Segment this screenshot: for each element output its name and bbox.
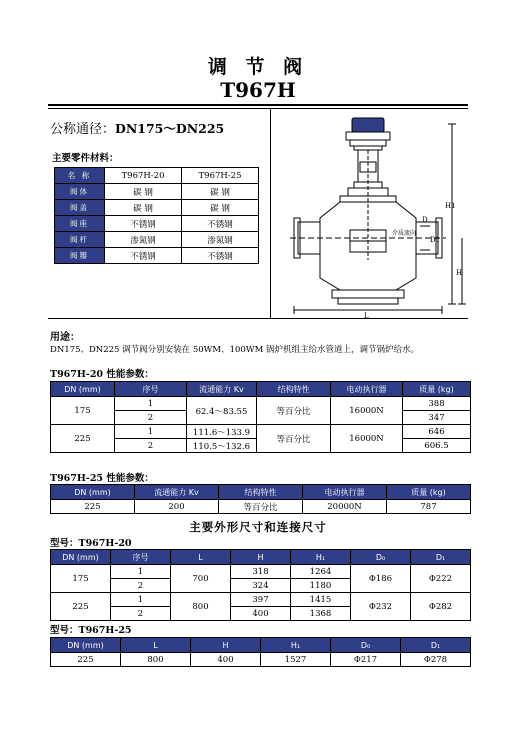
dim25-title: 型号：T967H-25 [50,625,132,636]
table-cell: Φ217 [331,653,401,667]
height1-cell: 1415 [291,593,351,607]
table-row [51,425,471,439]
vertical-divider [270,108,271,318]
valve-drawing [280,110,468,318]
materials-table [54,167,259,264]
table-row [55,184,259,200]
usage-title: 用途： [50,332,80,343]
table-header-row [51,382,471,397]
nominal-diameter-label: 公称通径： [50,122,116,137]
dim20-table [50,549,471,621]
column-header: 质量 (kg) [403,382,471,397]
column-header: H [191,638,261,653]
top-rule [48,104,468,106]
top-rule-thin [48,108,468,109]
column-header: L [171,550,231,565]
table-row [51,593,471,607]
mass-cell: 646 [403,425,471,439]
mass-cell: 388 [403,397,471,411]
material-value: 不锈钢 [105,216,182,232]
dim-d: D [422,216,428,224]
table-header-row [51,638,471,653]
mass-cell: 606.5 [403,439,471,453]
perf20-table [50,381,471,453]
column-header: H₁ [291,550,351,565]
column-header: D₁ [401,638,471,653]
table-cell: 400 [191,653,261,667]
materials-title: 主要零件材料： [52,153,119,164]
dimensions-title: 主要外形尺寸和连接尺寸 [189,520,327,534]
nominal-diameter [50,118,224,137]
column-header: 结构特性 [219,485,303,500]
column-header: DN (mm) [51,638,121,653]
column-header: D₀ [351,550,411,565]
dn-cell: 225 [51,425,115,453]
column-header: 名 称 [55,168,105,184]
material-value: 不锈钢 [105,248,182,264]
d0-cell: Φ186 [351,565,411,593]
dim25-table [50,637,471,667]
table-cell: 1527 [261,653,331,667]
dn-cell: 225 [51,593,111,621]
usage-text: DN175、DN225 调节阀分别安装在 50WM、100WM 锅炉机组主给水管道上，调节锅炉给水。 [50,345,419,355]
dim-d1: D1 [430,236,441,244]
column-header: 流通能力 Kv [187,382,257,397]
material-value: 碳 钢 [182,184,259,200]
column-header: 序号 [115,382,187,397]
dn-cell: 175 [51,565,111,593]
material-value: 碳 钢 [182,200,259,216]
column-header: 流通能力 Kv [135,485,219,500]
table-cell: 225 [51,653,121,667]
index-cell: 2 [111,607,171,621]
column-header: DN (mm) [51,550,111,565]
characteristic-cell: 等百分比 [257,397,331,425]
index-cell: 1 [111,565,171,579]
part-name: 阀杆 [55,232,105,248]
column-header: DN (mm) [51,485,135,500]
part-name: 阀座 [55,216,105,232]
table-cell: 225 [51,500,135,514]
dn-cell: 175 [51,397,115,425]
d1-cell: Φ282 [411,593,471,621]
flow-cell: 62.4～83.55 [187,397,257,425]
index-cell: 1 [115,425,187,439]
column-header: 结构特性 [257,382,331,397]
column-header: DN (mm) [51,382,115,397]
section-rule [48,318,468,319]
perf20-title: T967H-20 性能参数： [50,369,154,380]
height-cell: 400 [231,607,291,621]
part-name: 阀瓣 [55,248,105,264]
dim-l: L [364,312,369,318]
height-cell: 324 [231,579,291,593]
table-row [51,565,471,579]
column-header: H [231,550,291,565]
material-value: 不锈钢 [182,248,259,264]
column-header: D₀ [331,638,401,653]
table-cell: 等百分比 [219,500,303,514]
flow-direction-label: 介质流向 [392,230,417,237]
d0-cell: Φ232 [351,593,411,621]
dim-h: H [456,269,463,277]
table-cell: 20000N [303,500,387,514]
height1-cell: 1368 [291,607,351,621]
table-row [55,216,259,232]
material-value: 碳 钢 [105,184,182,200]
dim20-title: 型号：T967H-20 [50,538,132,549]
material-value: 不锈钢 [182,216,259,232]
table-row [55,232,259,248]
column-header: T967H-25 [182,168,259,184]
height1-cell: 1264 [291,565,351,579]
table-cell: Φ278 [401,653,471,667]
table-cell: 787 [387,500,471,514]
actuator-cell: 16000N [331,425,403,453]
dim-h1: H1 [445,202,456,210]
material-value: 渗氮钢 [105,232,182,248]
material-value: 渗氮钢 [182,232,259,248]
column-header: D₁ [411,550,471,565]
column-header: L [121,638,191,653]
part-name: 阀体 [55,184,105,200]
table-row [55,248,259,264]
table-cell: 800 [121,653,191,667]
length-cell: 800 [171,593,231,621]
actuator-motor [352,118,384,132]
height-cell: 318 [231,565,291,579]
table-header-row [51,550,471,565]
height1-cell: 1180 [291,579,351,593]
table-header-row [55,168,259,184]
mass-cell: 347 [403,411,471,425]
flow-cell: 110.5～132.6 [187,439,257,453]
model-title: T967H [220,78,296,102]
column-header: T967H-20 [105,168,182,184]
actuator-cell: 16000N [331,397,403,425]
length-cell: 700 [171,565,231,593]
table-row [51,500,471,514]
actuator-base [346,132,390,140]
perf25-title: T967H-25 性能参数： [50,473,154,484]
table-row [51,397,471,411]
characteristic-cell: 等百分比 [257,425,331,453]
part-name: 阀盖 [55,200,105,216]
column-header: H₁ [261,638,331,653]
table-cell: 200 [135,500,219,514]
d1-cell: Φ222 [411,565,471,593]
table-row [55,200,259,216]
column-header: 序号 [111,550,171,565]
index-cell: 2 [111,579,171,593]
table-row [51,653,471,667]
column-header: 质量 (kg) [387,485,471,500]
height-cell: 397 [231,593,291,607]
index-cell: 2 [115,411,187,425]
column-header: 电动执行器 [331,382,403,397]
index-cell: 2 [115,439,187,453]
table-header-row [51,485,471,500]
page-title: 调 节 阀 [207,56,309,78]
perf25-table [50,484,471,514]
flow-cell: 111.6～133.9 [187,425,257,439]
index-cell: 1 [115,397,187,411]
material-value: 碳 钢 [105,200,182,216]
nominal-diameter-value: DN175～DN225 [115,121,225,136]
column-header: 电动执行器 [303,485,387,500]
index-cell: 1 [111,593,171,607]
